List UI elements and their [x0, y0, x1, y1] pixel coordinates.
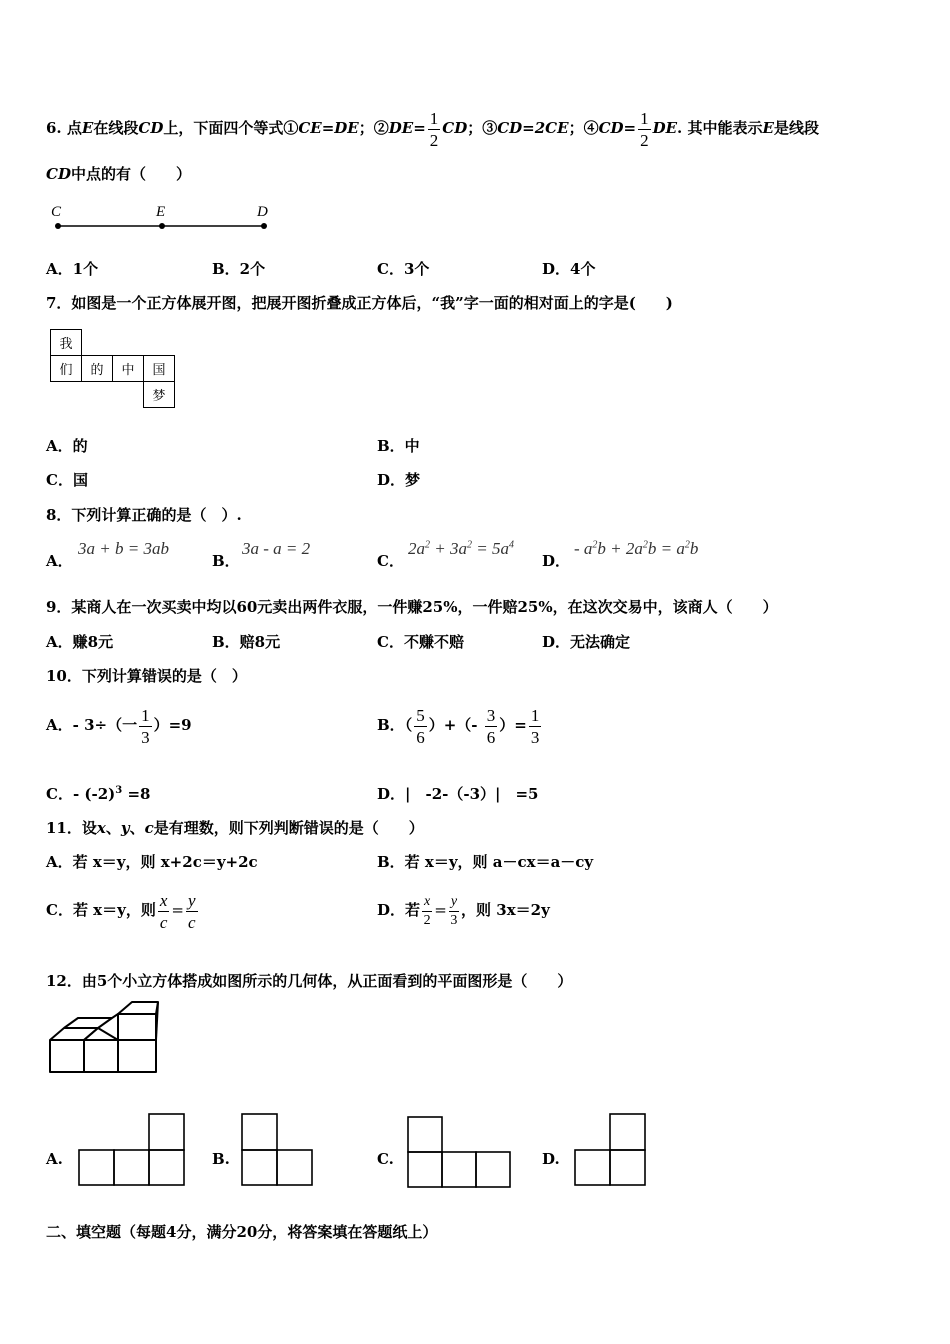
- point-d: [261, 223, 267, 229]
- q12-option-c-figure[interactable]: [407, 1115, 517, 1191]
- q9-option-c[interactable]: C．不赚不赔: [377, 633, 464, 651]
- q8-option-c-expr: $2a^2 + 3a^2 = 5a^4$: [408, 539, 514, 558]
- q12-option-a-figure[interactable]: [78, 1112, 188, 1188]
- q12-option-c-label[interactable]: C.: [377, 1150, 394, 1168]
- cube-net: [50, 329, 175, 408]
- net-cell-guo: 国: [144, 356, 175, 382]
- q11-stem: 11．设x、y、c是有理数，则下列判断错误的是（ ）: [46, 819, 424, 837]
- net-cell-men: 们: [51, 356, 82, 382]
- point-c: [55, 223, 61, 229]
- point-e: [159, 223, 165, 229]
- q12-stem: 12．由5个小立方体搭成如图所示的几何体，从正面看到的平面图形是（ ）: [46, 972, 573, 990]
- net-cell-meng: 梦: [144, 382, 175, 408]
- q10-option-b[interactable]: B．（ $\frac{5}{6}$ ）+（- $\frac{3}{6}$ ）= $\frac{1}{3}$: [377, 705, 540, 747]
- q6-option-d[interactable]: D．4个: [542, 260, 596, 278]
- q6-segment-figure: [46, 200, 286, 236]
- q12-option-b-figure[interactable]: [241, 1112, 317, 1188]
- q12-option-a-label[interactable]: A.: [46, 1150, 63, 1168]
- q10-stem: 10．下列计算错误的是（ ）: [46, 667, 247, 685]
- q8-option-c-label[interactable]: C．: [377, 552, 404, 570]
- q11-option-b[interactable]: B．若 x＝y，则 a－cx＝a－cy: [377, 853, 594, 871]
- q7-option-d[interactable]: D．梦: [377, 471, 421, 489]
- q8-option-b-expr: 3a - a = 2: [242, 539, 311, 558]
- q9-option-d[interactable]: D．无法确定: [542, 633, 631, 651]
- q11-option-a[interactable]: A．若 x＝y，则 x+2c＝y+2c: [46, 853, 258, 871]
- q9-option-a[interactable]: A．赚8元: [46, 633, 114, 651]
- label-e: E: [156, 204, 166, 220]
- q8-option-b-label[interactable]: B．: [212, 552, 240, 570]
- q7-stem: 7．如图是一个正方体展开图，把展开图折叠成正方体后，“我”字一面的相对面上的字是( ): [46, 294, 673, 312]
- section2-title: 二、填空题（每题4分，满分20分，将答案填在答题纸上）: [46, 1223, 438, 1241]
- net-cell-wo: 我: [51, 330, 82, 356]
- q12-option-d-label[interactable]: D.: [542, 1150, 560, 1168]
- q8-option-a-expr: 3a + b = 3ab: [78, 539, 169, 558]
- q7-option-b[interactable]: B．中: [377, 437, 420, 455]
- q7-option-c[interactable]: C．国: [46, 471, 88, 489]
- label-c: C: [51, 204, 62, 220]
- q8-stem: 8．下列计算正确的是（ ）.: [46, 506, 242, 524]
- q10-option-c[interactable]: C．- $(-2)^3 =8$: [46, 785, 151, 803]
- q6-option-c[interactable]: C．3个: [377, 260, 430, 278]
- q9-option-b[interactable]: B．赔8元: [212, 633, 281, 651]
- net-cell-de: 的: [82, 356, 113, 382]
- q6-stem-line2: CD中点的有（ ）: [46, 165, 191, 183]
- label-d: D: [257, 204, 268, 220]
- q8-option-d-expr: - $a^2b + 2a^2b = a^2b$: [574, 539, 699, 558]
- q8-option-a-label[interactable]: A．: [46, 552, 73, 570]
- net-cell-zhong: 中: [113, 356, 144, 382]
- q8-option-d-label[interactable]: D．: [542, 552, 571, 570]
- q6-option-a[interactable]: A．1个: [46, 260, 99, 278]
- q11-option-d[interactable]: D．若 $\frac{x}{2}$ = $\frac{y}{3}$ ，则 3x＝2y: [377, 893, 550, 928]
- q6-stem-line1: 6. 点E在线段CD上，下面四个等式①CE=DE；②DE= $\frac{1}{2}$ CD；③CD=2CE；④CD= $\frac{1}{2}$ DE. 其中能表示E是线段: [46, 108, 819, 150]
- q7-option-a[interactable]: A．的: [46, 437, 88, 455]
- q10-option-a[interactable]: A．- 3÷（一 $\frac{1}{3}$ ）=9: [46, 705, 192, 747]
- q12-option-b-label[interactable]: B.: [212, 1150, 230, 1168]
- q11-option-c[interactable]: C．若 x＝y，则 $\frac{x}{c}$ = $\frac{y}{c}$: [46, 890, 196, 932]
- q10-option-d[interactable]: D．| -2-（-3）| =5: [377, 785, 539, 803]
- q6-option-b[interactable]: B．2个: [212, 260, 266, 278]
- q12-option-d-figure[interactable]: [574, 1112, 650, 1188]
- q12-solid-figure: [46, 1000, 166, 1080]
- q9-stem: 9．某商人在一次买卖中均以60元卖出两件衣服，一件赚25%，一件赔25%，在这次交易中，该商人（ ）: [46, 598, 778, 616]
